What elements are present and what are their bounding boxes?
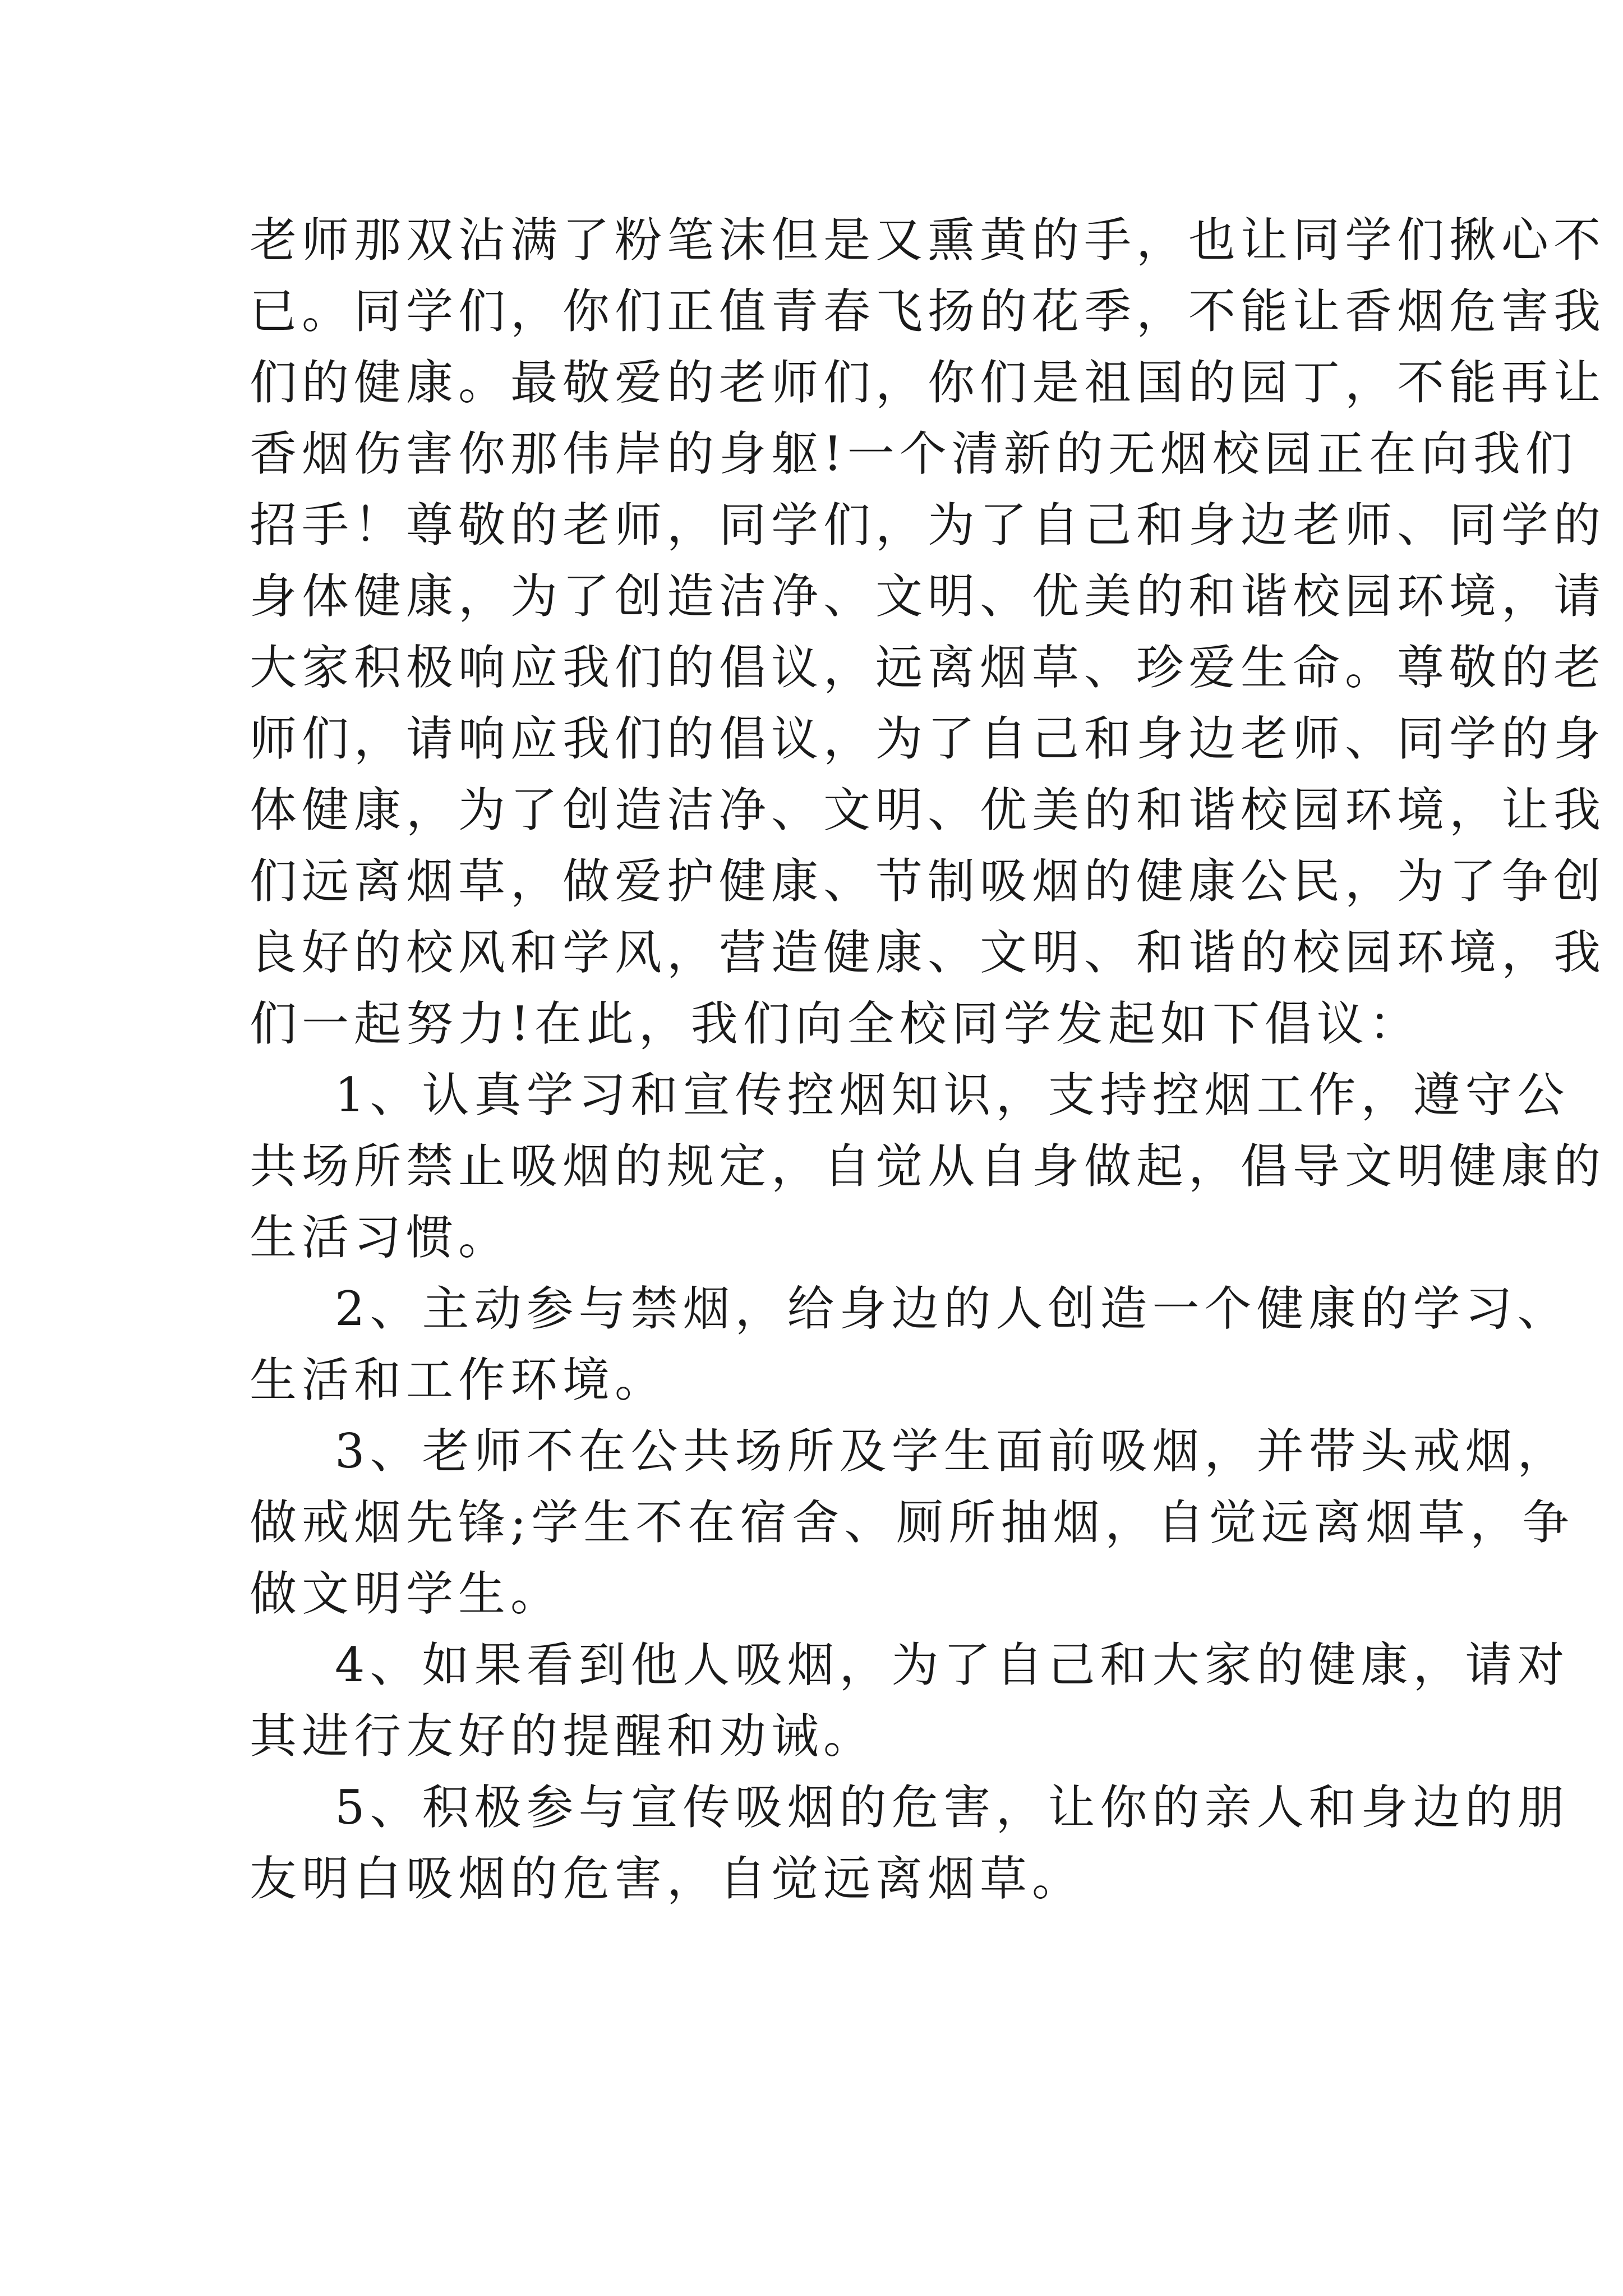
- text-line: 体健康，为了创造洁净、文明、优美的和谐校园环境，让我: [250, 783, 1606, 838]
- text-line: 生活习惯。: [250, 1210, 511, 1265]
- text-line: 们一起努力!在此，我们向全校同学发起如下倡议：: [250, 996, 1421, 1051]
- text-line: 良好的校风和学风，营造健康、文明、和谐的校园环境，我: [250, 925, 1606, 980]
- text-line: 大家积极响应我们的倡议，远离烟草、珍爱生命。尊敬的老: [250, 640, 1606, 695]
- intro-paragraph: [250, 205, 1606, 1060]
- document-body: [250, 205, 1606, 1915]
- text-line: 1、认真学习和宣传控烟知识，支持控烟工作，遵守公: [335, 1068, 1570, 1122]
- text-line: 们的健康。最敬爱的老师们，你们是祖国的园丁，不能再让: [250, 355, 1606, 410]
- text-line: 5、积极参与宣传吸烟的危害，让你的亲人和身边的朋: [335, 1780, 1570, 1835]
- text-line: 其进行友好的提醒和劝诫。: [250, 1709, 876, 1764]
- text-line: 招手！尊敬的老师，同学们，为了自己和身边老师、同学的: [250, 498, 1606, 553]
- proposal-item-2: [250, 1273, 1570, 1416]
- text-line: 香烟伤害你那伟岸的身躯!一个清新的无烟校园正在向我们: [250, 426, 1578, 481]
- text-line: 4、如果看到他人吸烟，为了自己和大家的健康，请对: [335, 1637, 1570, 1692]
- text-line: 们远离烟草，做爱护健康、节制吸烟的健康公民，为了争创: [250, 854, 1606, 909]
- text-line: 生活和工作环境。: [250, 1352, 667, 1407]
- text-line: 友明白吸烟的危害，自觉远离烟草。: [250, 1851, 1085, 1906]
- text-line: 共场所禁止吸烟的规定，自觉从自身做起，倡导文明健康的: [250, 1139, 1606, 1194]
- text-line: 做文明学生。: [250, 1566, 563, 1621]
- proposal-item-3: [250, 1416, 1575, 1630]
- proposal-item-5: [250, 1772, 1570, 1915]
- text-line: 做戒烟先锋;学生不在宿舍、厕所抽烟，自觉远离烟草，争: [250, 1495, 1575, 1550]
- text-line: 身体健康，为了创造洁净、文明、优美的和谐校园环境，请: [250, 569, 1606, 624]
- text-line: 师们，请响应我们的倡议，为了自己和身边老师、同学的身: [250, 711, 1606, 766]
- text-line: 老师那双沾满了粉笔沫但是又熏黄的手，也让同学们揪心不: [250, 213, 1606, 268]
- text-line: 2、主动参与禁烟，给身边的人创造一个健康的学习、: [335, 1281, 1570, 1336]
- text-line: 3、老师不在公共场所及学生面前吸烟，并带头戒烟，: [335, 1424, 1570, 1479]
- proposal-item-1: [250, 1060, 1606, 1273]
- text-line: 已。同学们，你们正值青春飞扬的花季，不能让香烟危害我: [250, 284, 1606, 339]
- proposal-item-4: [250, 1630, 1570, 1772]
